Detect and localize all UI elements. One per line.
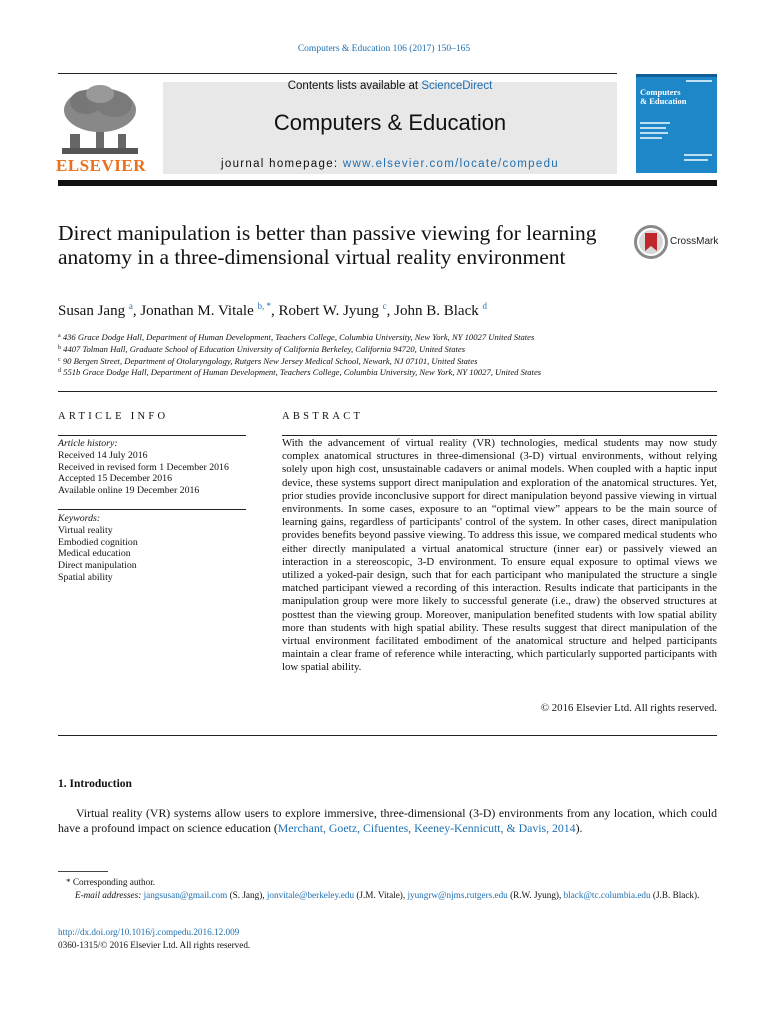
history-item: Received 14 July 2016 (58, 449, 148, 461)
intro-text: Virtual reality (VR) systems allow users to explore immersive, three-dimensional (3-D) environments from any location, which could have a profound impact on science education ( (58, 806, 717, 835)
author-sup[interactable]: a (128, 301, 133, 311)
affiliation (58, 367, 541, 377)
footnote-rule (58, 871, 108, 872)
email-link[interactable]: jyungrw@njms.rutgers.edu (407, 889, 508, 900)
homepage-prefix: journal homepage: (221, 158, 343, 170)
email-link[interactable]: jangsusan@gmail.com (143, 889, 228, 900)
author-list (58, 301, 487, 320)
affiliation-text: 436 Grace Dodge Hall, Department of Human Development, Teachers College, Columbia University, New York, NY 10027 United States (62, 332, 535, 342)
affiliation-sup: b (58, 345, 61, 351)
email-addresses (58, 889, 723, 902)
email-owner: (S. Jang), (227, 889, 267, 900)
affiliation (58, 332, 534, 342)
abstract-label: ABSTRACT (282, 411, 364, 422)
intro-text-end: ). (575, 821, 583, 835)
affiliation-rule (58, 391, 717, 392)
doi-block (58, 926, 250, 951)
email-owner: (J.B. Black). (650, 889, 700, 900)
intro-citation-link[interactable]: Merchant, Goetz, Cifuentes, Keeney-Kennicutt, & Davis, 2014 (277, 821, 576, 835)
contents-prefix: Contents lists available at (287, 80, 422, 92)
history-item: Available online 19 December 2016 (58, 485, 200, 497)
journal-title: Computers & Education (273, 110, 507, 135)
issn-line: 0360-1315/© 2016 Elsevier Ltd. All rights reserved. (58, 939, 251, 950)
intro-paragraph (58, 806, 717, 836)
history-item: Received in revised form 1 December 2016 (58, 461, 229, 473)
affiliation-sup: a (58, 333, 61, 339)
contents-line (163, 80, 617, 92)
affiliation-sup: d (58, 368, 61, 374)
email-link[interactable]: black@tc.columbia.edu (563, 889, 651, 900)
author-sup[interactable]: d (482, 301, 488, 311)
abstract-rule (282, 435, 717, 436)
email-label: E-mail addresses: (75, 889, 142, 900)
affiliation-text: 551b Grace Dodge Hall, Department of Human Development, Teachers College, Columbia University, New York, NY 10027, United States (63, 367, 542, 377)
author-name: Robert W. Jyung (278, 303, 379, 319)
crossmark-badge[interactable] (634, 225, 724, 259)
info-rule (58, 509, 246, 510)
keywords (58, 513, 138, 584)
abstract-copyright: © 2016 Elsevier Ltd. All rights reserved. (540, 702, 717, 714)
author-name: Jonathan M. Vitale (140, 303, 254, 319)
keywords-heading: Keywords: (58, 513, 101, 524)
journal-citation[interactable]: Computers & Education 106 (2017) 150–165 (297, 44, 471, 54)
doi-link[interactable]: http://dx.doi.org/10.1016/j.compedu.2016.12.009 (58, 927, 240, 937)
footnotes (58, 876, 723, 901)
elsevier-logo (56, 82, 146, 174)
author-sep: , (270, 303, 279, 319)
corresponding-note: * Corresponding author. (66, 877, 156, 887)
affiliation (58, 344, 465, 354)
publisher-name: ELSEVIER (56, 156, 146, 175)
author-name: John B. Black (394, 303, 479, 319)
homepage-link[interactable]: www.elsevier.com/locate/compedu (342, 158, 559, 170)
author-sep: , (386, 303, 395, 319)
header-thick-rule (58, 180, 717, 186)
keyword: Spatial ability (58, 571, 113, 583)
cover-title (640, 88, 687, 106)
journal-homepage (163, 158, 617, 170)
info-rule (58, 435, 246, 436)
history-heading: Article history: (58, 438, 118, 449)
intro-heading: 1. Introduction (58, 778, 132, 790)
author-name: Susan Jang (58, 303, 126, 319)
affiliation-sup: c (58, 357, 61, 363)
keyword: Medical education (58, 548, 131, 560)
email-owner: (R.W. Jyung), (507, 889, 564, 900)
abstract-end-rule (58, 735, 717, 736)
history-item: Accepted 15 December 2016 (58, 473, 172, 485)
keyword: Embodied cognition (58, 536, 138, 548)
article-title: Direct manipulation is better than passive viewing for learning anatomy in a three-dimensional virtual reality environment (58, 221, 597, 269)
affiliation-text: 4407 Tolman Hall, Graduate School of Education University of California Berkeley, California 94720, United States (63, 344, 466, 354)
journal-cover[interactable] (636, 74, 717, 173)
affiliation (58, 356, 477, 366)
keyword: Direct manipulation (58, 560, 137, 572)
crossmark-icon (634, 225, 668, 259)
author-sup[interactable]: b, * (257, 301, 271, 311)
article-history (58, 438, 229, 497)
keyword: Virtual reality (58, 524, 113, 536)
affiliation-text: 90 Bergen Street, Department of Otolaryngology, Rutgers New Jersey Medical School, Newark, NJ 07101, United States (62, 356, 478, 366)
article-info-label: ARTICLE INFO (58, 411, 169, 422)
email-owner: (J.M. Vitale), (354, 889, 408, 900)
cover-title-line2: & Education (640, 96, 687, 106)
cover-title-line1: Computers (640, 87, 681, 97)
author-sup[interactable]: c (382, 301, 387, 311)
author-sep: , (132, 303, 141, 319)
abstract-text: With the advancement of virtual reality (VR) technologies, medical students may now study complex anatomical structures in three-dimensional (3-D) virtual environments, without relying solely upon high cost, unsustainable cadavers or animal models. When coupled with a haptic input device, these systems support direct manipulation and exploration of the anatomical structures. Yet, prior studies provide inconclusive support for direct manipulation beyond passive viewing in virtual environments. In some cases, exposure to an “optimal view” appears to be the main source of learning gains, regardless of participants' control of the system. In other cases, direct manipulation provides benefits beyond passive viewing. To address this issue, we compared medical students who either directly manipulated a virtual anatomical structure (inner ear) or passively viewed an interaction in a stereoscopic, 3-D environment. To ensure equal exposure to optimal views we utilized a yoked-pair design, such that for each participant who manipulated the structure a single matched participant viewed a recording of this interaction. Results indicate that participants in the manipulation group were more likely to successful generate (i.e., draw) the observed structures at posttest than the viewing group. Moreover, manipulation benefited students with low spatial ability more than students with high spatial ability. These results suggest that direct manipulation of the virtual environment facilitated embodiment of the anatomical structure and helped participants maintain a clear frame of reference while interacting, which particularly supported participants with low spatial ability. (282, 437, 717, 674)
email-link[interactable]: jonvitale@berkeley.edu (266, 889, 355, 900)
crossmark-label: CrossMark (670, 236, 719, 247)
sciencedirect-link[interactable]: ScienceDirect (421, 80, 493, 92)
header-rule (58, 73, 617, 74)
